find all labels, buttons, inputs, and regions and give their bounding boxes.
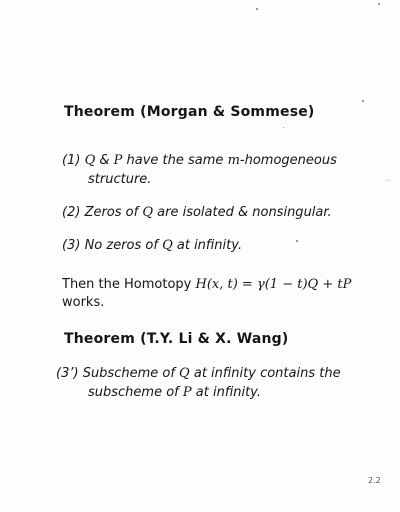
condition-text: No zeros of <box>84 238 163 253</box>
scan-speck <box>362 100 364 102</box>
homotopy-formula: H(x, t) = γ(1 − t)Q + tP <box>195 277 352 292</box>
condition-text: at infinity. <box>172 238 243 253</box>
scan-speck <box>378 3 380 5</box>
scan-speck <box>296 240 298 242</box>
condition-text: subscheme of <box>88 385 183 400</box>
theorem1-condition-2 <box>62 203 332 222</box>
condition-text: at infinity contains the <box>189 366 341 381</box>
theorem1-condition-3 <box>62 236 242 255</box>
theorem-li-wang-heading: Theorem (T.Y. Li & X. Wang) <box>64 331 289 347</box>
math-var-m: m <box>227 153 240 168</box>
conclusion-text: Then the Homotopy <box>62 277 196 292</box>
theorem1-condition-1-line2: structure. <box>88 172 152 187</box>
theorem2-condition-3prime <box>56 364 341 383</box>
condition-text: are isolated & nonsingular. <box>153 205 332 220</box>
condition-number: (3) <box>62 238 81 253</box>
theorem-morgan-sommese-heading: Theorem (Morgan & Sommese) <box>64 104 315 120</box>
theorem2-condition-3prime-line2 <box>88 383 261 402</box>
scan-speck <box>388 180 389 181</box>
condition-text: Subscheme of <box>82 366 180 381</box>
math-var-p: P <box>182 385 192 400</box>
scan-speck <box>256 8 258 10</box>
condition-text: -homogeneous <box>239 153 337 168</box>
condition-number: (2) <box>62 205 81 220</box>
math-var-q: Q <box>162 238 173 253</box>
scan-speck <box>283 127 284 128</box>
ampersand: & <box>95 153 114 168</box>
math-var-q: Q <box>142 205 154 220</box>
math-var-p: P <box>113 153 123 168</box>
condition-text: have the same <box>122 153 228 168</box>
homotopy-conclusion-line2: works. <box>62 295 105 310</box>
math-var-q: Q <box>84 153 96 168</box>
page-number: 2.2 <box>368 476 381 485</box>
condition-text: at infinity. <box>191 385 261 400</box>
homotopy-conclusion <box>62 275 351 294</box>
condition-number: (1) <box>62 153 81 168</box>
condition-text: Zeros of <box>84 205 143 220</box>
theorem1-condition-1 <box>62 151 337 170</box>
condition-number: (3’) <box>56 366 79 381</box>
math-var-q: Q <box>179 366 190 381</box>
